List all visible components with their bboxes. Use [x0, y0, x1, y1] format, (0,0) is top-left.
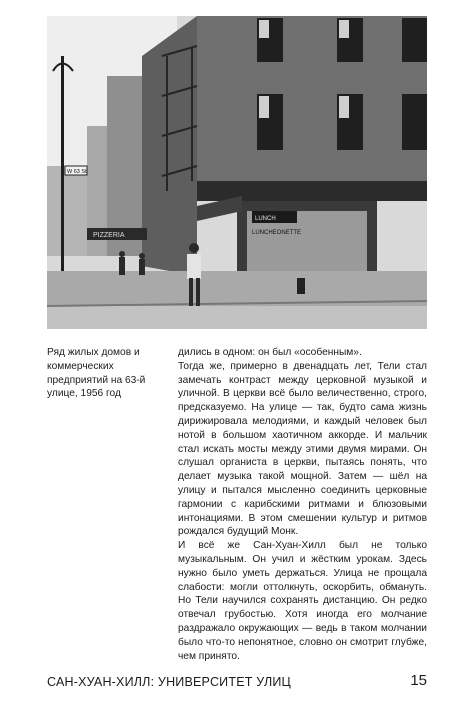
- street-photo-drawing: [47, 16, 427, 329]
- photo-caption: Ряд жилых домов и коммерческих предприятий на 63-й улице, 1956 год: [47, 347, 146, 400]
- page-number: 15: [410, 672, 427, 689]
- running-footer-title: САН-ХУАН-ХИЛЛ: УНИВЕРСИТЕТ УЛИЦ: [47, 675, 291, 689]
- body-text: [178, 346, 427, 663]
- paragraph: Тогда же, примерно в двенадцать лет, Тели стал замечать контраст между церковной музыкой и уличной. В церкви всё было величественно, строго, предсказуемо. На улице — так, будто сама жизнь дирижировала мелодиями, и каждый человек был нотой в большом хаотичном аккорде. И мальчик стал искать мосты между этими двумя мирами. Он слушал органиста в церкви, пытаясь понять, что делает музыка такой мощной. Затем — шёл на улицу и пытался мысленно соединить церковные гармонии с карибскими ритмами и блюзовыми интонациями. В этом смешении культур и ритмов рождался будущий Монк.: [178, 360, 427, 538]
- paragraph: И всё же Сан-Хуан-Хилл был не только музыкальным. Он учил и жёстким урокам. Здесь нужно было уметь держаться. Улица не прощала слабости: могли оттолкнуть, оскорбить, обмануть. Но Тели научился сохранять дистанцию. Он редко отвечал грубостью. Хотя иногда его молчание раздражало окружающих — ведь в таком молчании было что-то непонятное, словно он смотрит глубже, чем принято.: [178, 540, 427, 662]
- paragraph: дились в одном: он был «особенным».: [178, 347, 362, 358]
- lunch-sign-text: LUNCH: [255, 216, 276, 222]
- luncheonette-sign-text: LUNCHEONETTE: [252, 230, 302, 236]
- street-sign-text: W 63 St: [67, 169, 87, 175]
- street-photo: [47, 16, 427, 329]
- pizzeria-sign-text: PIZZERIA: [93, 232, 125, 239]
